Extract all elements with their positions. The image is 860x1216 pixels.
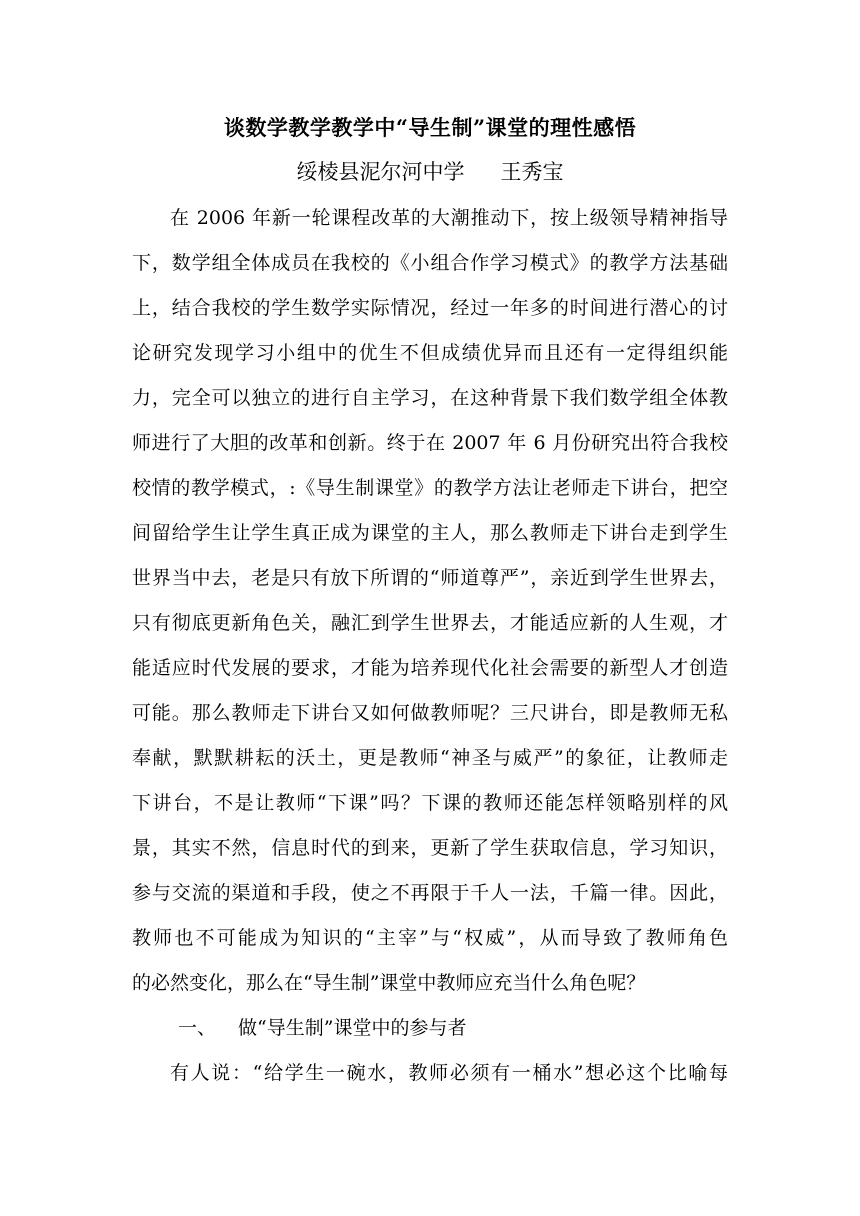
paragraph-line: 的必然变化，那么在“导生制”课堂中教师应充当什么角色呢？ [132,972,646,994]
paragraph-line: 间留给学生让学生真正成为课堂的主人，那么教师走下讲台走到学生 [132,522,728,544]
section-heading-text: 做“导生制”课堂中的参与者 [238,1017,467,1039]
section-number: 一、 [178,1017,217,1039]
author-line [0,156,860,188]
author-name: 王秀宝 [500,160,564,184]
paragraph-line: 参与交流的渠道和手段，使之不再限于千人一法，千篇一律。因此， [132,882,728,904]
paragraph-line: 上，结合我校的学生数学实际情况，经过一年多的时间进行潜心的讨 [132,297,728,319]
paragraph-line: 师进行了大胆的改革和创新。终于在 2007 年 6 月份研究出符合我校 [132,432,728,454]
paragraph-line: 力，完全可以独立的进行自主学习，在这种背景下我们数学组全体教 [132,387,728,409]
paragraph-line: 教师也不可能成为知识的“主宰”与“权威”，从而导致了教师角色 [132,927,728,949]
paragraph-line: 世界当中去，老是只有放下所谓的“师道尊严”，亲近到学生世界去， [132,567,728,589]
paragraph-line: 论研究发现学习小组中的优生不但成绩优异而且还有一定得组织能 [132,342,728,364]
document-title: 谈数学教学教学中“导生制”课堂的理性感悟 [223,115,637,140]
paragraph-line: 景，其实不然，信息时代的到来，更新了学生获取信息，学习知识， [132,837,728,859]
paragraph-line: 有人说：“给学生一碗水，教师必须有一桶水”想必这个比喻每 [170,1062,728,1084]
paragraph-line: 下，数学组全体成员在我校的《小组合作学习模式》的教学方法基础 [132,252,728,274]
paragraph-line: 在 2006 年新一轮课程改革的大潮推动下，按上级领导精神指导 [170,207,728,229]
paragraph-line: 只有彻底更新角色关，融汇到学生世界去，才能适应新的人生观，才 [132,612,728,634]
paragraph-line: 校情的教学模式，:《导生制课堂》的教学方法让老师走下讲台，把空 [132,477,728,499]
paragraph-line: 下讲台，不是让教师“下课”吗？下课的教师还能怎样领略别样的风 [132,792,728,814]
paragraph-line: 能适应时代发展的要求，才能为培养现代化社会需要的新型人才创造 [132,657,728,679]
paragraph-line: 奉献，默默耕耘的沃土，更是教师“神圣与威严”的象征，让教师走 [132,747,728,769]
paragraph-line: 可能。那么教师走下讲台又如何做教师呢？三尺讲台，即是教师无私 [132,702,728,724]
section-heading [178,1012,738,1044]
author-school: 绥棱县泥尔河中学 [296,160,465,184]
